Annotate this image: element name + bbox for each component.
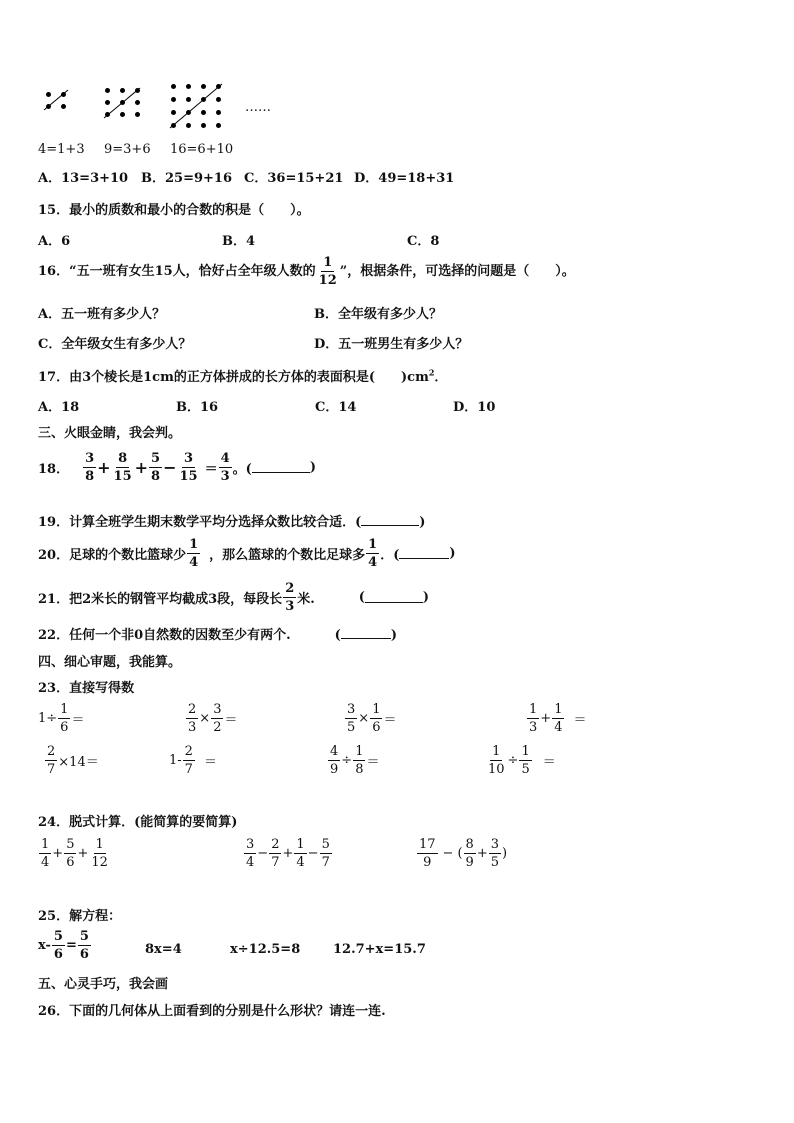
q16-option-c[interactable]: C．全年级女生有多少人？ [38,337,192,352]
q15-option-c[interactable]: C．8 [407,234,440,249]
q19-text: 19．计算全班学生期末数学平均分选择众数比较合适．( ) [38,515,426,530]
q14-option-a[interactable]: A．13=3+10 [38,171,129,186]
q15-option-b[interactable]: B．4 [222,234,256,249]
q23-item-6: 1- $\frac{2}{7}$ ＝ [169,744,217,777]
q25-equation-3: x÷12.5=8 [230,942,301,957]
q23-item-7: $\frac{4}{9}$ ÷ $\frac{1}{8}$ ＝ [330,744,380,777]
q17-option-b[interactable]: B．16 [176,400,219,415]
q21-row: 21．把2米长的钢管平均截成3段，每段长 $\frac{2}{3}$ 米. ( ) [38,581,430,614]
q16-option-b[interactable]: B．全年级有多少人？ [314,307,442,322]
q17-option-d[interactable]: D．10 [453,400,496,415]
q24-expression-1: $\frac{1}{4}$ + $\frac{5}{6}$ + $\frac{1}{12}$ [41,837,108,870]
ellipsis: …… [245,100,271,115]
q20-row: 20．足球的个数比篮球少 $\frac{1}{4}$ ，那么篮球的个数比足球多 $\frac{1}{4}$ ．( ) [38,537,456,570]
q23-title: 23．直接写得数 [38,681,135,696]
q19-answer-blank[interactable] [361,515,419,526]
q16-option-d[interactable]: D．五一班男生有多少人？ [314,337,469,352]
q14-option-d[interactable]: D．49=18+31 [354,171,455,186]
q22-text: 22．任何一个非0自然数的因数至少有两个. ( ) [38,628,397,643]
q18-answer-blank[interactable] [252,462,310,473]
q15-option-a[interactable]: A．6 [38,234,71,249]
q25-title: 25．解方程： [38,909,122,924]
q24-expression-2: $\frac{3}{4}$ − $\frac{2}{7}$ + $\frac{1}{4}$ − $\frac{5}{7}$ [246,837,330,870]
q21-answer-blank[interactable] [365,592,423,603]
equation-label-3: 16=6+10 [170,142,234,157]
q18-row: 18． $\frac{3}{8}$ + $\frac{8}{15}$ + $\frac{5}{8}$ − $\frac{3}{15}$ ＝ $\frac{4}{3}$ 。( ) [38,451,316,484]
section-5-heading: 五、心灵手巧，我会画 [38,977,169,992]
q22-answer-blank[interactable] [341,628,391,639]
equation-label-1: 4=1+3 [38,142,85,157]
q25-equation-2: 8x=4 [145,942,182,957]
q23-item-3: $\frac{3}{5}$ × $\frac{1}{6}$ ＝ [347,702,397,735]
equation-label-2: 9=3+6 [104,142,151,157]
q23-item-4: $\frac{1}{3}$ + $\frac{1}{4}$ ＝ [529,702,587,735]
q16-text: 16．“五一班有女生15人，恰好占全年级人数的 $\frac{1}{12}$ ”，根据条件，可选择的问题是（ ）。 [38,255,575,288]
q20-answer-blank[interactable] [399,548,449,559]
q14-option-b[interactable]: B．25=9+16 [141,171,233,186]
q17-option-a[interactable]: A．18 [38,400,80,415]
q14-option-c[interactable]: C．36=15+21 [244,171,344,186]
q17-option-c[interactable]: C．14 [315,400,357,415]
q17-text: 17．由3个棱长是1cm的正方体拼成的长方体的表面积是( )$cm^2$． [38,367,448,385]
section-4-heading: 四、细心审题，我能算。 [38,655,182,670]
q23-item-1: 1÷ $\frac{1}{6}$ ＝ [38,702,85,735]
q24-expression-3: $\frac{17}{9}$ − ( $\frac{8}{9}$ + $\frac{3}{5}$ ) [419,837,508,870]
q23-item-8: $\frac{1}{10}$ ÷ $\frac{1}{5}$ ＝ [488,744,556,777]
q15-text: 15．最小的质数和最小的合数的积是（ ）。 [38,203,310,218]
section-3-heading: 三、火眼金睛，我会判。 [38,426,182,441]
q23-item-2: $\frac{2}{3}$ × $\frac{3}{2}$ ＝ [188,702,238,735]
q23-item-5: $\frac{2}{7}$ ×14＝ [47,744,99,777]
q25-equation-1: x- $\frac{5}{6}$ = $\frac{5}{6}$ [38,929,89,962]
q16-fraction: $\frac{1}{12}$ [318,255,337,288]
q24-title: 24．脱式计算．(能简算的要简算) [38,815,238,830]
q26-text: 26．下面的几何体从上面看到的分别是什么形状？请连一连. [38,1004,386,1019]
q16-option-a[interactable]: A．五一班有多少人？ [38,307,166,322]
q25-equation-4: 12.7+x=15.7 [333,942,426,957]
